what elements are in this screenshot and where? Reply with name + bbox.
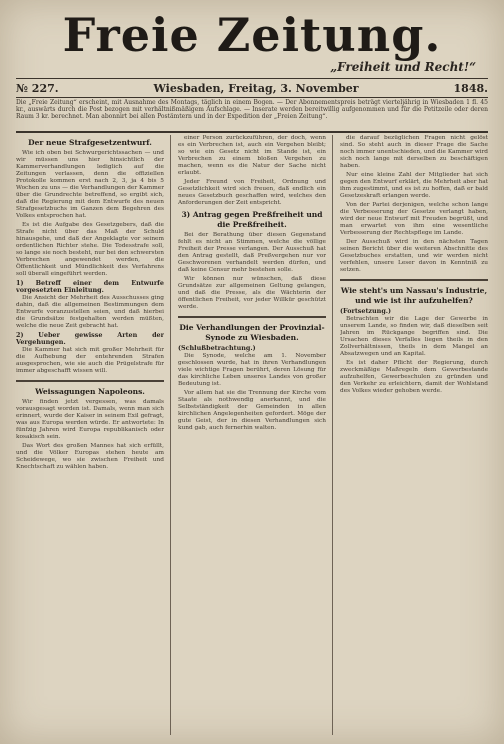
issue-number: № 227. xyxy=(16,81,59,95)
article-paragraph: Nur eine kleine Zahl der Mitglieder hat sich gegen den Entwurf erklärt, die Mehrheit aber hat ihm zugestimmt, und es ist zu hoffen, daß er bald Gesetzeskraft erlangen werde. xyxy=(340,172,488,199)
article-paragraph: Wir finden jetzt vergessen, was damals vorausgesagt worden ist. Damals, wenn man sich erinnert, wurde der Kaiser in seinem Exil gefragt, was aus Europa werden würde. Er antwortete: In fünfzig Jahren wird Europa republikanisch oder kosakisch sein. xyxy=(16,399,164,440)
section-subheading: 2) Ueber gewisse Arten der Vergehungen. xyxy=(16,331,164,346)
column-3 xyxy=(340,135,488,735)
section-subheading: (Fortsetzung.) xyxy=(340,307,392,315)
article-divider xyxy=(178,316,326,318)
article-paragraph: Es ist daher Pflicht der Regierung, durch zweckmäßige Maßregeln dem Gewerbestande aufzuhelfen, Gewerbeschulen zu gründen und den Verkehr zu erleichtern, damit der Wohlstand des Volkes wieder gehoben werde. xyxy=(340,360,488,394)
column-1 xyxy=(16,135,164,735)
article-divider xyxy=(16,380,164,382)
masthead-motto: „Freiheit und Recht!“ xyxy=(330,60,476,74)
column-divider xyxy=(332,135,333,735)
subscription-notice: Die „Freie Zeitung“ erscheint, mit Ausnahme des Montags, täglich in einem Bogen. — Der Abonnementspreis beträgt vierteljährig in Wiesbaden 1 fl. 45 kr., auswärts durch die Post bezogen mit verhältnißmäßigem Aufschlage. — Inserate werden bereitwillig aufgenommen und für die Petitzeile oder deren Raum 3 kr. berechnet. Man abonnirt bei allen Postämtern und in der Expedition der „Freien Zeitung“. xyxy=(16,99,488,120)
article-paragraph: Bei der Berathung über diesen Gegenstand fehlt es nicht an Stimmen, welche die völlige Freiheit der Presse verlangen. Der Ausschuß hat den Antrag gestellt, daß Preßvergehen nur vor Geschworenen verhandelt werden dürfen, und daß keine Censur mehr bestehen solle. xyxy=(178,232,326,273)
article-paragraph: Wie ich oben bei Schwurgerichtssachen — und wir müssen uns hier hinsichtlich der Kammerverhandlungen lediglich auf die Zeitungen verlassen, denn die offiziellen Protokolle kommen erst nach 2, 3, ja 4 bis 5 Wochen zu uns — die Verhandlungen der Kammer über die Grundrechte betreffend, so ergibt sich, daß die Regierung mit dem Entwurfe des neuen Strafgesetzbuchs im Ganzen dem Begehren des Volkes entsprochen hat. xyxy=(16,150,164,219)
article-paragraph: Von der Partei derjenigen, welche schon lange die Verbesserung der Gesetze verlangt haben, wird der neue Entwurf mit Freuden begrüßt, und man erwartet von ihm eine wesentliche Verbesserung der Rechtspflege im Lande. xyxy=(340,202,488,236)
article-headline: Wie steht's um Nassau's Industrie, und wie ist ihr aufzuhelfen? xyxy=(340,286,488,305)
year: 1848. xyxy=(453,81,488,95)
article-headline: Weissagungen Napoleons. xyxy=(35,387,145,396)
article-paragraph: Das Wort des großen Mannes hat sich erfüllt, und die Völker Europas stehen heute am Scheidewege, wo sie zwischen Freiheit und Knechtschaft zu wählen haben. xyxy=(16,443,164,470)
article-paragraph: Der Ausschuß wird in den nächsten Tagen seinen Bericht über die weiteren Abschnitte des Gesetzbuches erstatten, und wir werden nicht verfehlen, unsere Leser davon in Kenntniß zu setzen. xyxy=(340,239,488,273)
article-paragraph: Die Kammer hat sich mit großer Mehrheit für die Aufhebung der entehrenden Strafen ausgesprochen, wie sie auch die Prügelstrafe für immer abgeschafft wissen will. xyxy=(16,347,164,374)
article-paragraph: Wir können nur wünschen, daß diese Grundsätze zur allgemeinen Geltung gelangen, und daß die Presse, als die Wächterin der öffentlichen Freiheit, vor jeder Willkür geschützt werde. xyxy=(178,276,326,310)
article-divider xyxy=(340,279,488,281)
dateline: Wiesbaden, Freitag, 3. November xyxy=(153,81,359,95)
divider xyxy=(16,78,488,79)
article-paragraph: Es ist die Aufgabe des Gesetzgebers, daß die Strafe nicht über das Maß der Schuld hinausgehe, und daß der Angeklagte vor seinem ordentlichen Richter stehe. Die Todesstrafe soll, so lange sie noch besteht, nur bei den schwersten Verbrechen angewendet werden, die Öffentlichkeit und Mündlichkeit des Verfahrens soll überall eingeführt werden. xyxy=(16,222,164,277)
divider xyxy=(16,97,488,98)
section-subheading: (Schlußbetrachtung.) xyxy=(178,344,256,352)
article-headline: 3) Antrag gegen Preßfreiheit und die Preßfreiheit. xyxy=(181,210,323,229)
column-divider xyxy=(170,135,171,735)
article-paragraph: Betrachten wir die Lage der Gewerbe in unserem Lande, so finden wir, daß dieselben seit Jahren im Rückgange begriffen sind. Die Ursachen dieses Verfalles liegen theils in den Zollverhältnissen, theils in dem Mangel an Absatzwegen und an Kapital. xyxy=(340,316,488,357)
article-paragraph: Vor allem hat sie die Trennung der Kirche vom Staate als nothwendig anerkannt, und die Selbstständigkeit der Gemeinden in allen kirchlichen Angelegenheiten gefordert. Möge der gute Geist, der in diesen Verhandlungen sich kund gab, auch fernerhin walten. xyxy=(178,390,326,431)
masthead-title: Freie Zeitung. xyxy=(62,8,442,62)
article-paragraph: Die Ansicht der Mehrheit des Ausschusses ging dahin, daß die allgemeinen Bestimmungen dem Entwurfe voranzustellen seien, und daß hierbei die Grundsätze festgehalten werden müßten, welche die neue Zeit gebracht hat. xyxy=(16,295,164,329)
article-paragraph: Jeder Freund von Freiheit, Ordnung und Gesetzlichkeit wird sich freuen, daß endlich ein neues Gesetzbuch geschaffen wird, welches den Anforderungen der Zeit entspricht. xyxy=(178,179,326,206)
column-2 xyxy=(178,135,326,735)
article-paragraph: einer Person zurückzuführen, der doch, wenn es ein Verbrechen ist, auch ein Vergehen bleibt; so wie ein Gesetz nicht im Stande ist, ein Verbrechen zu einem bloßen Vergehen zu machen, wenn es die Natur der Sache nicht erlaubt. xyxy=(178,135,326,176)
section-subheading: 1) Betreff einer dem Entwurfe vorgesetzten Einleitung. xyxy=(16,279,164,294)
article-headline: Die Verhandlungen der Provinzial-Synode zu Wiesbaden. xyxy=(179,323,325,342)
info-bar xyxy=(16,80,488,96)
article-paragraph: die darauf bezüglichen Fragen nicht gelöst sind. So steht auch in dieser Frage die Sache noch immer unentschieden, und die Kammer wird sich noch lange mit derselben zu beschäftigen haben. xyxy=(340,135,488,169)
article-paragraph: Die Synode, welche am 1. November geschlossen wurde, hat in ihren Verhandlungen viele wichtige Fragen berührt, deren Lösung für das kirchliche Leben unseres Landes von großer Bedeutung ist. xyxy=(178,353,326,387)
article-headline: Der neue Strafgesetzentwurf. xyxy=(28,138,152,147)
divider xyxy=(16,131,488,133)
